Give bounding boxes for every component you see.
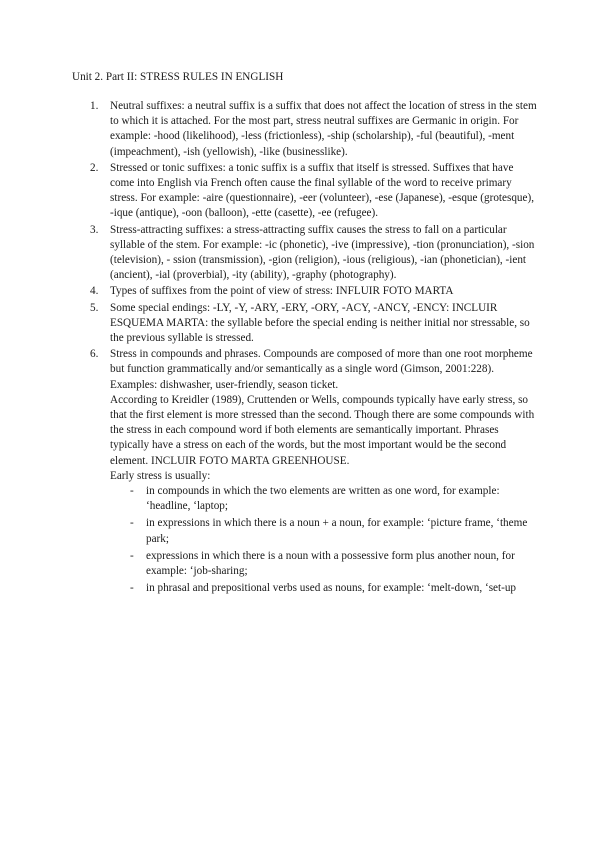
dash-bullet: - [130,485,134,498]
dash-bullet: - [130,549,134,562]
list-item [72,301,540,347]
item-text: Stress-attracting suffixes: a stress-attracting suffix causes the stress to fall on a particular syllable of the stem. For example: -ic (phonetic), -ive (impressive), -tion (pronunciation), -sion (television), - ssion (transmission), -gion (religion), -ious (religious), -ian (phonetician), -ient (ancient), -ial (proverbial), -ity (ability), -graphy (photography). [110,223,535,282]
list-item [72,99,540,160]
dash-item-text: in phrasal and prepositional verbs used as nouns, for example: ‘melt-down, ‘set-up [146,582,517,595]
item-number: 3. [90,223,99,236]
dash-list-item [110,516,540,546]
item-number: 4. [90,285,99,298]
document-title: Unit 2. Part II: STRESS RULES IN ENGLISH [72,71,284,83]
dash-bullet: - [130,582,134,595]
item-number: 6. [90,348,99,361]
item-paragraph: Early stress is usually: [110,469,211,482]
list-item [72,223,540,284]
list-item [72,347,540,596]
dash-list-item [110,484,540,514]
early-stress-list [110,484,540,596]
list-item [72,161,540,222]
dash-list-item [110,581,540,596]
item-number: 1. [90,100,99,112]
item-text: Stressed or tonic suffixes: a tonic suffix is a suffix that itself is stressed. Suffixes that have come into English via French often cause the final syllable of the word to receive primary stress. For example: -aire (questionnaire), -eer (volunteer), -ese (Japanese), -esque (grotesque), -ique (antique), -oon (balloon), -ette (casette), -ee (refugee). [110,161,535,220]
dash-item-text: expressions in which there is a noun with a possessive form plus another noun, for example: ‘job-sharing; [146,549,515,578]
dash-list-item [110,549,540,579]
dash-item-text: in compounds in which the two elements are written as one word, for example: ‘headline, ‘laptop; [146,485,500,513]
item-text: Some special endings: -LY, -Y, -ARY, -ERY, -ORY, -ACY, -ANCY, -ENCY: INCLUIR ESQUEMA MARTA: the syllable before the special ending is neither initial nor stressable, so the previous syllable is stressed. [110,301,530,345]
dash-bullet: - [130,517,134,530]
item-text: Stress in compounds and phrases. Compounds are composed of more than one root morpheme but function grammatically and/or semantically as a single word (Gimson, 2001:228). Examples: dishwasher, user-friendly, season ticket. [110,348,533,391]
item-text: Types of suffixes from the point of view of stress: INFLUIR FOTO MARTA [110,285,454,298]
item-paragraph: According to Kreidler (1989), Cruttenden or Wells, compounds typically have early stress, so that the first element is more stressed than the second. Though there are some compounds with the stress in each compound word if both elements are semantically important. Phrases typically have a stress on each of the words, but the most important would be the second element. INCLUIR FOTO MARTA GREENHOUSE. [110,393,535,467]
list-item [72,284,540,299]
stress-rules-list [72,99,540,597]
item-text: Neutral suffixes: a neutral suffix is a suffix that does not affect the location of stress in the stem to which it is attached. For the most part, stress neutral suffixes are Germanic in origin. For example: -hood (likelihood), -less (frictionless), -ship (scholarship), -ful (beautiful), -ment (impeachment), -ish (yellowish), -like (businesslike). [110,100,537,158]
item-number: 5. [90,301,99,314]
dash-item-text: in expressions in which there is a noun + a noun, for example: ‘picture frame, ‘theme park; [146,517,528,545]
item-number: 2. [90,161,99,174]
